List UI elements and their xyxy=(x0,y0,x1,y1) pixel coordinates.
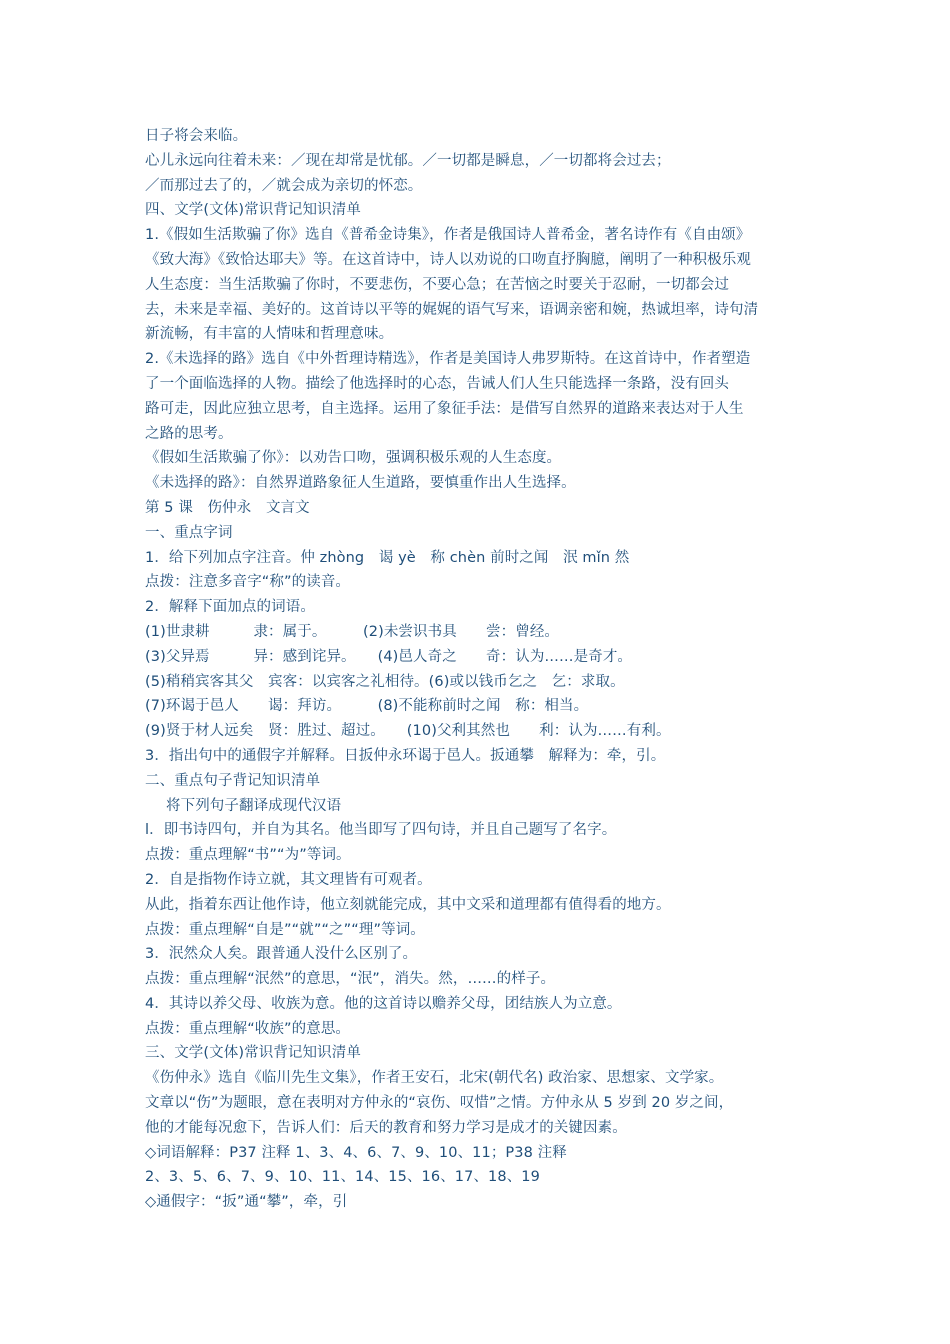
text-line: 点拨：重点理解“自是”“就”“之”“理”等词。 xyxy=(145,921,425,938)
text-line: 《伤仲永》选自《临川先生文集》，作者王安石，北宋(朝代名) 政治家、思想家、文学家。 xyxy=(145,1070,724,1087)
text-line: 了一个面临选择的人物。描绘了他选择时的心态，告诫人们人生只能选择一条路，没有回头 xyxy=(145,375,729,392)
text-line: ／而那过去了的，／就会成为亲切的怀恋。 xyxy=(145,177,423,194)
text-line: 《致大海》《致恰达耶夫》等。在这首诗中，诗人以劝说的口吻直抒胸臆，阐明了一种积极乐观 xyxy=(145,251,751,268)
text-line: 从此，指着东西让他作诗，他立刻就能完成，其中文采和道理都有值得看的地方。 xyxy=(145,896,671,913)
text-line: 2．解释下面加点的词语。 xyxy=(145,599,315,616)
section-heading: 一、重点字词 xyxy=(145,524,233,541)
text-line: 新流畅，有丰富的人情味和哲理意味。 xyxy=(145,326,394,343)
text-line: (1)世隶耕 隶：属于。 (2)未尝识书具 尝：曾经。 xyxy=(145,623,560,640)
text-line: l．即书诗四句，并自为其名。他当即写了四句诗，并且自己题写了名字。 xyxy=(145,822,617,839)
text-line: ◇词语解释：P37 注释 1、3、4、6、7、9、10、11；P38 注释 xyxy=(145,1144,567,1161)
text-line: 点拨：重点理解“泯然”的意思，“泯”，消失。然，……的样子。 xyxy=(145,971,556,988)
text-line: 日子将会来临。 xyxy=(145,128,248,144)
text-line: 《假如生活欺骗了你》：以劝告口吻，强调积极乐观的人生态度。 xyxy=(145,450,562,467)
text-line: 2．自是指物作诗立就，其文理皆有可观者。 xyxy=(145,871,432,888)
text-line: 路可走，因此应独立思考，自主选择。运用了象征手法：是借写自然界的道路来表达对于人生 xyxy=(145,400,744,417)
text-line: 2、3、5、6、7、9、10、11、14、15、16、17、18、19 xyxy=(145,1169,540,1186)
lesson-heading: 第 5 课 伤仲永 文言文 xyxy=(145,499,310,516)
text-line: (7)环谒于邑人 谒：拜访。 (8)不能称前时之闻 称：相当。 xyxy=(145,698,589,715)
text-line: 心儿永远向往着未来：／现在却常是忧郁。／一切都是瞬息，／一切都将会过去； xyxy=(145,152,671,169)
text-line: 1．给下列加点字注音。仲 zhòng 谒 yè 称 chèn 前时之闻 泯 mǐn 然 xyxy=(145,549,630,566)
section-heading: 四、文学(文体)常识背记知识清单 xyxy=(145,202,361,219)
text-line: 点拨：重点理解“书”“为”等词。 xyxy=(145,847,351,864)
text-line: 1.《假如生活欺骗了你》选自《普希金诗集》，作者是俄国诗人普希金，著名诗作有《自由颂》 xyxy=(145,227,751,244)
text-line: 他的才能每况愈下，告诉人们：后天的教育和努力学习是成才的关键因素。 xyxy=(145,1119,627,1136)
text-line: 去，未来是幸福、美好的。这首诗以平等的娓娓的语气写来，语调亲密和婉，热诚坦率，诗句清 xyxy=(145,301,759,318)
text-line: ◇通假字：“扳”通“攀”，牵，引 xyxy=(145,1194,348,1211)
section-heading: 三、文学(文体)常识背记知识清单 xyxy=(145,1045,361,1062)
text-line: 文章以“伤”为题眼，意在表明对方仲永的“哀伤、叹惜”之情。方仲永从 5 岁到 20 岁之间， xyxy=(145,1095,734,1112)
text-line: 2.《未选择的路》选自《中外哲理诗精选》，作者是美国诗人弗罗斯特。在这首诗中，作者塑造 xyxy=(145,351,751,368)
text-line: (3)父异焉 异：感到诧异。 (4)邑人奇之 奇：认为……是奇才。 xyxy=(145,648,633,665)
text-line: (5)稍稍宾客其父 宾客：以宾客之礼相待。(6)或以钱币乞之 乞：求取。 xyxy=(145,673,625,690)
text-line: (9)贤于材人远矣 贤：胜过、超过。 (10)父利其然也 利：认为……有利。 xyxy=(145,723,671,740)
text-line: 点拨：注意多音字“称”的读音。 xyxy=(145,574,351,591)
section-heading: 二、重点句子背记知识清单 xyxy=(145,772,321,789)
text-line: 之路的思考。 xyxy=(145,425,233,442)
text-line: 人生态度：当生活欺骗了你时，不要悲伤，不要心急；在苦恼之时要关于忍耐，一切都会过 xyxy=(145,276,729,293)
text-line: 3．指出句中的通假字并解释。日扳仲永环谒于邑人。扳通攀 解释为：牵，引。 xyxy=(145,747,666,764)
text-line: 将下列句子翻译成现代汉语 xyxy=(166,797,342,814)
text-line: 《未选择的路》：自然界道路象征人生道路，要慎重作出人生选择。 xyxy=(145,475,576,492)
text-line: 3．泯然众人矣。跟普通人没什么区别了。 xyxy=(145,946,418,963)
document-body xyxy=(145,124,815,1215)
text-line: 点拨：重点理解“收族”的意思。 xyxy=(145,1020,351,1037)
text-line: 4．其诗以养父母、收族为意。他的这首诗以赡养父母，团结族人为立意。 xyxy=(145,995,622,1012)
